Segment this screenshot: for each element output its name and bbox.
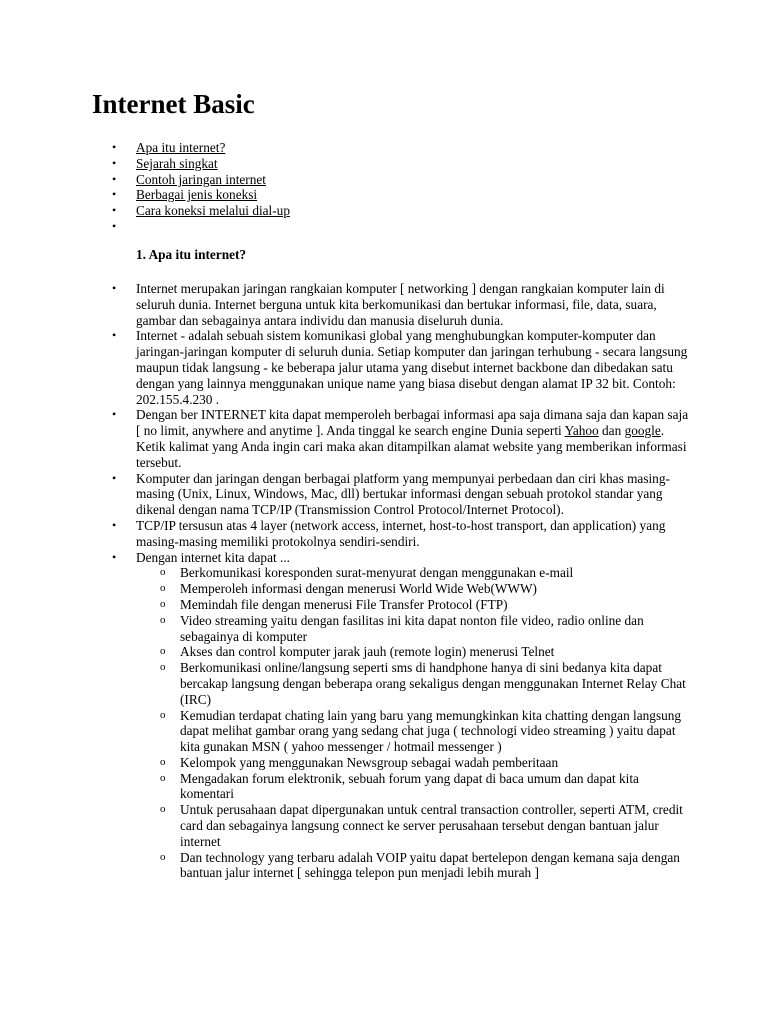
sub-list-item: o Mengadakan forum elektronik, sebuah forum yang dapat di baca umum dan dapat kita komentari (136, 771, 692, 803)
sub-list-item: o Memperoleh informasi dengan menerusi World Wide Web(WWW) (136, 581, 692, 597)
sub-list-item: o Berkomunikasi koresponden surat-menyurat dengan menggunakan e-mail (136, 565, 692, 581)
toc-link-contoh-jaringan[interactable]: Contoh jaringan internet (136, 171, 266, 187)
toc-link-jenis-koneksi[interactable]: Berbagai jenis koneksi (136, 187, 258, 203)
toc-link-dial-up[interactable]: Cara koneksi melalui dial-up (136, 203, 290, 219)
list-item: • TCP/IP tersusun atas 4 layer (network access, internet, host-to-host transport, dan application) yang masing-masing memiliki protokolnya sendiri-sendiri. (92, 518, 692, 550)
sub-bullet-list (136, 565, 692, 881)
yahoo-link[interactable]: Yahoo (564, 423, 599, 439)
sub-list-item: o Video streaming yaitu dengan fasilitas ini kita dapat nonton file video, radio online dan sebagainya di komputer (136, 613, 692, 645)
section-heading: 1. Apa itu internet? (136, 246, 247, 262)
sub-list-item: o Kemudian terdapat chating lain yang baru yang memungkinkan kita chatting dengan langsung dapat melihat gambar orang yang sedang chat juga ( technologi video streaming ) yaitu dapat kita gunakan MSN ( yahoo messenger / hotmail messenger ) (136, 708, 692, 755)
toc-item (92, 172, 708, 188)
page-title: Internet Basic (92, 89, 255, 119)
list-item: • Internet merupakan jaringan rangkaian komputer [ networking ] dengan rangkaian komputer lain di seluruh dunia. Internet berguna untuk kita berkomunikasi dan bertukar informasi, file, data, suara, gambar dan sebagainya antara individu dan manusia diseluruh dunia. (92, 281, 692, 328)
list-item: • Dengan ber INTERNET kita dapat memperoleh berbagai informasi apa saja dimana saja dan kapan saja [ no limit, anywhere and anytime ]. Anda tinggal ke search engine Dunia seperti Yahoo dan google. Ketik kalimat yang Anda ingin cari maka akan ditampilkan alamat website yang memberikan informasi tersebut. (92, 407, 692, 470)
toc-item (92, 140, 708, 156)
sub-list-item: o Untuk perusahaan dapat dipergunakan untuk central transaction controller, seperti ATM, credit card dan sebagainya langsung connect ke server perusahaan tersebut dengan bantuan jalur internet (136, 802, 692, 849)
table-of-contents (92, 140, 708, 219)
toc-item (92, 156, 708, 172)
toc-item (92, 187, 708, 203)
sub-list-item: o Memindah file dengan menerusi File Transfer Protocol (FTP) (136, 597, 692, 613)
list-item: • Komputer dan jaringan dengan berbagai platform yang mempunyai perbedaan dan ciri khas masing-masing (Unix, Linux, Windows, Mac, dll) bertukar informasi dengan sebuah protokol standar yang dikenal dengan nama TCP/IP (Transmission Control Protocol/Internet Protocol). (92, 471, 692, 518)
google-link[interactable]: google (624, 423, 661, 439)
toc-item (92, 203, 708, 219)
toc-link-sejarah-singkat[interactable]: Sejarah singkat (136, 155, 218, 171)
sub-list-item: o Akses dan control komputer jarak jauh (remote login) menerusi Telnet (136, 644, 692, 660)
list-item: • Dengan internet kita dapat ... o Berkomunikasi koresponden surat-menyurat dengan menggunakan e-mail o Memperoleh informasi dengan menerusi World Wide Web(WWW) o Memindah file dengan menerusi File Transfer Protocol (FTP) o Video streaming yaitu dengan fasilitas ini kita dapat nonton file video, radio online dan sebagainya di komputer o Akses dan control komputer jarak jauh (remote login) menerusi Telnet o Berkomunikasi online/langsung seperti sms di handphone hanya di sini bedanya kita dapat bercakap langsung dengan beberapa orang sekaligus dengan menggunakan Internet Relay Chat (IRC) o Kemudian terdapat chating lain yang baru yang memungkinkan kita chatting dengan langsung dapat melihat gambar orang yang sedang chat juga ( technologi video streaming ) yaitu dapat kita gunakan MSN ( yahoo messenger / hotmail messenger ) o Kelompok yang menggunakan Newsgroup sebagai wadah pemberitaan o Mengadakan forum elektronik, sebuah forum yang dapat di baca umum dan dapat kita komentari o Untuk perusahaan dapat dipergunakan untuk central transaction controller, seperti ATM, credit card dan sebagainya langsung connect ke server perusahaan tersebut dengan bantuan jalur internet o Dan technology yang terbaru adalah VOIP yaitu dapat bertelepon dengan kemana saja dengan bantuan jalur internet [ sehingga telepon pun menjadi lebih murah ] (92, 550, 692, 882)
sub-list-item: o Berkomunikasi online/langsung seperti sms di handphone hanya di sini bedanya kita dapat bercakap langsung dengan beberapa orang sekaligus dengan menggunakan Internet Relay Chat (IRC) (136, 660, 692, 707)
sub-list-item: o Kelompok yang menggunakan Newsgroup sebagai wadah pemberitaan (136, 755, 692, 771)
section-bullet-list (92, 281, 692, 881)
list-item: • Internet - adalah sebuah sistem komunikasi global yang menghubungkan komputer-komputer dan jaringan-jaringan komputer di seluruh dunia. Setiap komputer dan jaringan terhubung - secara langsung maupun tidak langsung - ke beberapa jalur utama yang disebut internet backbone dan dibedakan satu dengan yang lainnya menggunakan unique name yang biasa disebut dengan alamat IP 32 bit. Contoh: 202.155.4.230 . (92, 328, 692, 407)
sub-list-item: o Dan technology yang terbaru adalah VOIP yaitu dapat bertelepon dengan kemana saja dengan bantuan jalur internet [ sehingga telepon pun menjadi lebih murah ] (136, 850, 692, 882)
toc-link-apa-itu-internet[interactable]: Apa itu internet? (136, 140, 226, 155)
